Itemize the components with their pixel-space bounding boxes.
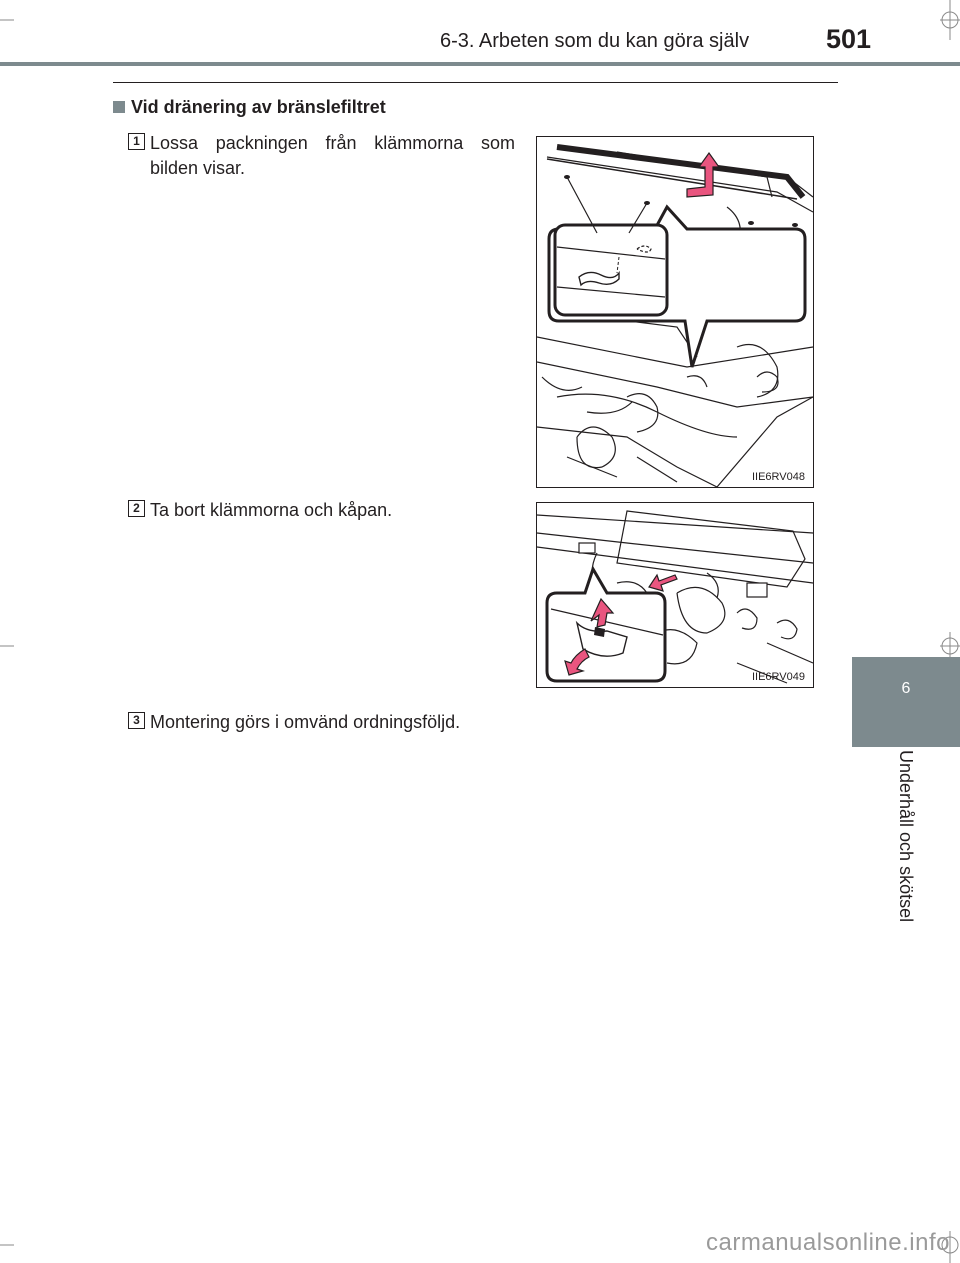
heading-square-icon bbox=[113, 101, 125, 113]
page-number: 501 bbox=[826, 24, 872, 54]
chapter-number: 6 bbox=[901, 680, 911, 697]
arrow-up-icon bbox=[687, 153, 719, 197]
engine-bay-illustration-1 bbox=[537, 137, 813, 487]
step-text-2: Ta bort klämmorna och kåpan. bbox=[150, 500, 393, 520]
section-title: 6-3. Arbeten som du kan göra själv bbox=[440, 30, 750, 52]
step-number-1: 1 bbox=[128, 133, 145, 150]
section-heading bbox=[113, 97, 386, 118]
figure-1 bbox=[536, 136, 814, 488]
figure-code-2: IIE6RV049 bbox=[751, 671, 805, 683]
chapter-tab[interactable] bbox=[852, 657, 960, 747]
step-number-3: 3 bbox=[128, 712, 145, 729]
figure-2 bbox=[536, 502, 814, 688]
section-heading-text: Vid dränering av bränslefiltret bbox=[131, 97, 386, 117]
step-number-2: 2 bbox=[128, 500, 145, 517]
watermark: carmanualsonline.info bbox=[706, 1229, 950, 1256]
figure-code-1: IIE6RV048 bbox=[751, 471, 805, 483]
chapter-title bbox=[852, 750, 960, 940]
content-rule bbox=[113, 82, 838, 83]
step-text-1: Lossa packningen från klämmorna som bilden visar. bbox=[150, 133, 515, 178]
step-text-3: Montering görs i omvänd ordningsföljd. bbox=[150, 712, 461, 732]
engine-bay-illustration-2 bbox=[537, 503, 813, 687]
chapter-title-text: Underhåll och skötsel bbox=[896, 750, 916, 923]
header-bar bbox=[0, 62, 960, 66]
